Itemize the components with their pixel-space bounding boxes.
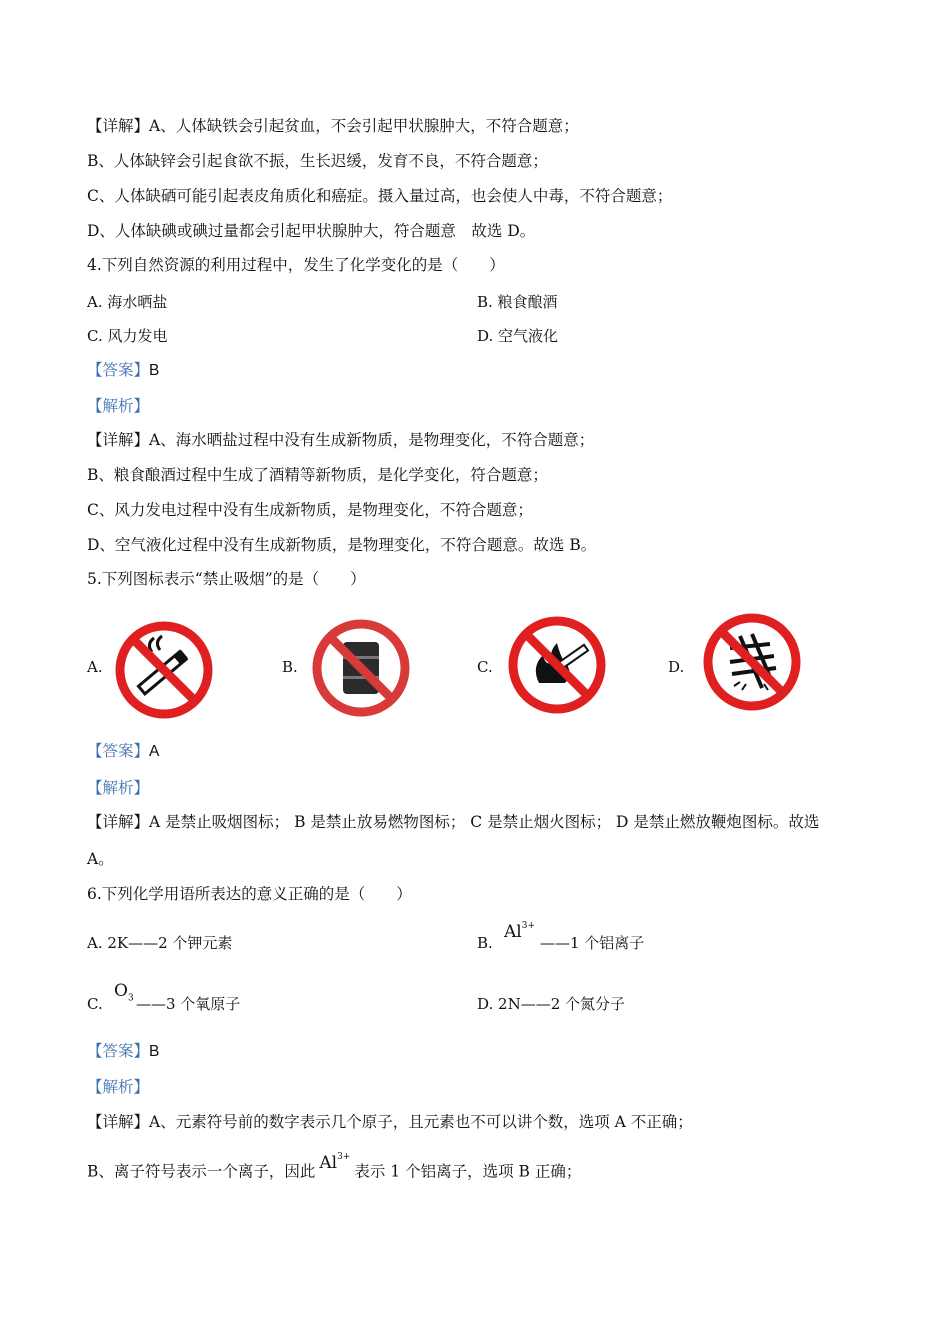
q6-option-b-text: ——1 个铝离子 <box>540 934 645 952</box>
q5-option-c-label: C. <box>477 658 493 676</box>
q4-stem: 4.下列自然资源的利用过程中，发生了化学变化的是（ ） <box>87 256 505 274</box>
answer-value: B <box>149 1043 160 1060</box>
detail-text: A、人体缺铁会引起贫血，不会引起甲状腺肿大，不符合题意； <box>149 117 579 135</box>
q5-analysis-tag: 【解析】 <box>87 779 150 797</box>
q3-detail-line-4: D、人体缺碘或碘过量都会引起甲状腺肿大，符合题意 故选 D。 <box>87 222 536 240</box>
ion-symbol-inline <box>319 1153 350 1173</box>
q6-option-c-symbol <box>114 981 134 1003</box>
q5-option-d-label: D. <box>668 658 685 676</box>
q5-detail-line-2: A。 <box>87 850 114 868</box>
q5-option-b-label: B. <box>282 658 298 676</box>
q4-option-c: C. 风力发电 <box>87 327 168 345</box>
no-smoking-sign-icon <box>112 618 216 722</box>
q6-detail-line-2 <box>87 1152 582 1182</box>
q6-answer <box>87 1041 159 1062</box>
ion-symbol: Al <box>319 1152 338 1173</box>
q6-option-c-label: C. <box>87 995 103 1013</box>
detail-tag: 【详解】 <box>87 1113 150 1131</box>
q4-detail-line-3: C、风力发电过程中没有生成新物质，是物理变化，不符合题意； <box>87 501 533 519</box>
q4-detail-line-1 <box>87 430 594 450</box>
detail-text: B、离子符号表示一个离子，因此 <box>87 1162 316 1181</box>
q5-detail-line-1 <box>87 812 819 832</box>
molecule-symbol: O <box>114 981 128 1001</box>
q6-analysis-tag: 【解析】 <box>87 1078 150 1096</box>
ion-symbol: Al <box>504 922 522 942</box>
q6-option-c-text: ——3 个氧原子 <box>136 995 241 1013</box>
detail-text: A、海水晒盐过程中没有生成新物质，是物理变化，不符合题意； <box>149 431 595 449</box>
answer-value: B <box>149 362 160 379</box>
q4-option-b: B. 粮食酿酒 <box>477 293 558 311</box>
q3-detail-line-2: B、人体缺锌会引起食欲不振，生长迟缓，发育不良，不符合题意； <box>87 152 548 170</box>
detail-tag: 【详解】 <box>87 431 150 449</box>
answer-tag: 【答案】 <box>87 361 150 379</box>
no-firecrackers-sign-icon <box>700 610 804 714</box>
answer-tag: 【答案】 <box>87 1042 150 1060</box>
answer-value: A <box>149 743 160 760</box>
q4-option-d: D. 空气液化 <box>477 327 559 345</box>
detail-text: A 是禁止吸烟图标； B 是禁止放易燃物图标； C 是禁止烟火图标； D 是禁止燃放鞭炮图标。故选 <box>149 813 820 831</box>
q4-analysis-tag: 【解析】 <box>87 397 150 415</box>
q4-detail-line-2: B、粮食酿酒过程中生成了酒精等新物质，是化学变化，符合题意； <box>87 466 548 484</box>
no-open-flame-sign-icon <box>505 613 609 717</box>
q5-option-a-label: A. <box>87 658 103 676</box>
detail-text: 表示 1 个铝离子，选项 B 正确； <box>354 1162 582 1181</box>
ion-charge: 3+ <box>337 1152 351 1162</box>
q3-detail-line-3: C、人体缺硒可能引起表皮角质化和癌症。摄入量过高，也会使人中毒，不符合题意； <box>87 187 673 205</box>
q6-stem: 6.下列化学用语所表达的意义正确的是（ ） <box>87 885 412 903</box>
detail-tag: 【详解】 <box>87 117 150 135</box>
q5-stem: 5.下列图标表示“禁止吸烟”的是（ ） <box>87 570 366 588</box>
q6-option-a: A. 2K——2 个钾元素 <box>87 934 233 952</box>
detail-text: A、元素符号前的数字表示几个原子，且元素也不可以讲个数，选项 A 不正确； <box>149 1113 693 1131</box>
q6-detail-line-1 <box>87 1112 693 1132</box>
q4-option-a: A. 海水晒盐 <box>87 293 168 311</box>
answer-tag: 【答案】 <box>87 742 150 760</box>
detail-tag: 【详解】 <box>87 813 150 831</box>
q5-answer <box>87 741 159 762</box>
q4-detail-line-4: D、空气液化过程中没有生成新物质，是物理变化，不符合题意。故选 B。 <box>87 536 597 554</box>
q4-answer <box>87 360 159 381</box>
q6-option-b-symbol <box>504 922 535 942</box>
molecule-subscript: 3 <box>127 993 134 1004</box>
q6-option-d: D. 2N——2 个氮分子 <box>477 995 626 1013</box>
q6-option-b-label: B. <box>477 934 493 952</box>
ion-charge: 3+ <box>521 921 535 932</box>
q3-detail-line-1 <box>87 116 579 136</box>
no-flammables-sign-icon <box>309 616 413 720</box>
